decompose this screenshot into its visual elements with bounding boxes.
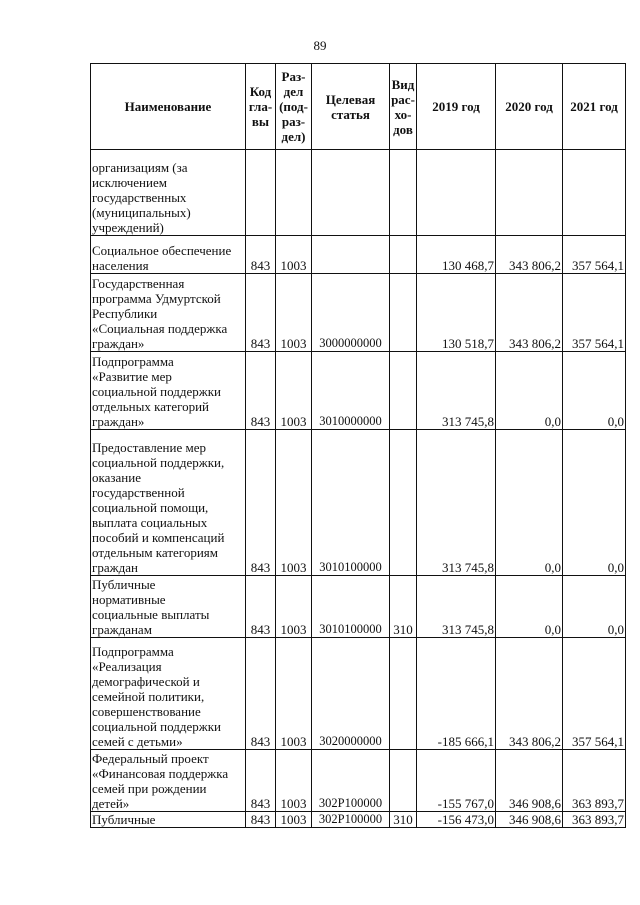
row-name [91,576,246,638]
table-row [91,576,626,638]
header-label-line: гла- [248,99,273,114]
row-section: 1003 [276,750,312,812]
row-2021: 0,0 [563,352,626,430]
row-section: 1003 [276,236,312,274]
row-target: 3010100000 [312,430,390,576]
row-name-line: учреждений) [92,220,164,235]
row-name-line: «Развитие мер [92,369,172,384]
row-target [312,236,390,274]
header-name: Наименование [91,64,246,150]
row-2021: 363 893,7 [563,750,626,812]
row-name-line: социальной помощи, [92,500,209,515]
row-name-line: граждан» [92,414,145,429]
row-name-line: программа Удмуртской [92,291,221,306]
header-label-line: (под- [279,99,308,114]
row-target: 3010100000 [312,576,390,638]
row-code: 843 [246,638,276,750]
row-name-line: Государственная [92,276,185,291]
row-name-line: Федеральный проект [92,751,209,766]
table-row [91,812,626,828]
row-name-line: «Социальная поддержка [92,321,228,336]
header-code [246,64,276,150]
row-2020: 346 908,6 [496,750,563,812]
row-name [91,150,246,236]
row-code: 843 [246,750,276,812]
row-name [91,236,246,274]
page-number: 89 [313,38,327,53]
row-code: 843 [246,430,276,576]
row-code: 843 [246,812,276,828]
row-type [390,352,417,430]
row-name-line: социальной поддержки [92,719,221,734]
row-name-line: «Финансовая поддержка [92,766,229,781]
header-label-line: Раз- [281,69,306,84]
row-name-line: граждан [92,560,138,575]
row-2019 [417,150,496,236]
row-code: 843 [246,352,276,430]
header-label-line: Вид [391,76,415,92]
row-2019: -155 767,0 [417,750,496,812]
row-code: 843 [246,274,276,352]
row-2021: 357 564,1 [563,638,626,750]
row-2020: 0,0 [496,352,563,430]
header-label-line: рас- [391,91,415,107]
header-label-line: дел) [281,129,306,144]
row-2019: 313 745,8 [417,352,496,430]
row-2021: 357 564,1 [563,236,626,274]
row-type [390,236,417,274]
row-name-line: оказание [92,470,141,485]
row-2021: 0,0 [563,576,626,638]
row-name-line: Социальное обеспечение [92,243,232,258]
row-code: 843 [246,236,276,274]
row-name-line: Республики [92,306,158,321]
row-type [390,150,417,236]
row-name-line: нормативные [92,592,166,607]
table-row [91,274,626,352]
header-label-line: хо- [394,106,412,122]
header-2021: 2021 год [563,64,626,150]
row-name [91,750,246,812]
table-row [91,430,626,576]
row-name-line: социальные выплаты [92,607,210,622]
header-type [390,64,417,150]
row-2019: 130 468,7 [417,236,496,274]
table-row [91,150,626,236]
row-name-line: социальной поддержки, [92,455,225,470]
row-section: 1003 [276,812,312,828]
row-section: 1003 [276,638,312,750]
row-name-line: семей с детьми» [92,734,183,749]
row-section: 1003 [276,352,312,430]
row-name-line: исключением [92,175,167,190]
row-type: 310 [390,576,417,638]
header-target [312,64,390,150]
row-target: 302P100000 [312,750,390,812]
table-row [91,236,626,274]
row-name-line: отдельным категориям [92,545,218,560]
row-name-line: (муниципальных) [92,205,191,220]
row-2020: 343 806,2 [496,638,563,750]
row-2021: 0,0 [563,430,626,576]
row-name-line: Публичные [92,577,156,592]
row-name-line: государственной [92,485,185,500]
row-target: 3020000000 [312,638,390,750]
row-name [91,274,246,352]
header-label-line: Код [249,84,272,99]
row-section: 1003 [276,576,312,638]
row-type [390,274,417,352]
header-label-line: дов [393,121,413,137]
row-name-line: демографической и [92,674,200,689]
row-target [312,150,390,236]
row-code [246,150,276,236]
row-name [91,430,246,576]
header-label-line: Целевая [325,91,376,107]
row-2020: 346 908,6 [496,812,563,828]
row-name-line: пособий и компенсаций [92,530,225,545]
row-name-line: Предоставление мер [92,440,206,455]
row-name [91,638,246,750]
row-name-line: социальной поддержки [92,384,221,399]
row-name [91,352,246,430]
row-2020 [496,150,563,236]
row-name-line: отдельных категорий [92,399,210,414]
row-2020: 343 806,2 [496,236,563,274]
row-code: 843 [246,576,276,638]
row-name-line: организациям (за [92,160,188,175]
row-name-line: совершенствование [92,704,201,719]
row-section: 1003 [276,430,312,576]
row-name-line: выплата социальных [92,515,208,530]
table-row [91,638,626,750]
row-section: 1003 [276,274,312,352]
row-name-line: Подпрограмма [92,644,174,659]
row-2020: 343 806,2 [496,274,563,352]
header-label-line: дел [283,84,304,99]
row-2019: -156 473,0 [417,812,496,828]
row-name-line: семейной политики, [92,689,205,704]
table-row [91,352,626,430]
row-type: 310 [390,812,417,828]
row-target: 3010000000 [312,352,390,430]
row-section [276,150,312,236]
row-2020: 0,0 [496,576,563,638]
header-label-line: раз- [281,114,306,129]
row-2019: -185 666,1 [417,638,496,750]
row-name-line: гражданам [92,622,152,637]
header-label-line: вы [251,114,270,129]
header-section [276,64,312,150]
row-name-line: населения [92,258,149,273]
row-name-line: государственных [92,190,187,205]
row-target: 302P100000 [312,812,390,828]
row-name-line: семей при рождении [92,781,207,796]
header-label-line: статья [331,106,370,122]
row-name-line: граждан» [92,336,145,351]
budget-table [90,63,626,828]
header-2020: 2020 год [496,64,563,150]
row-type [390,638,417,750]
row-type [390,750,417,812]
row-2021 [563,150,626,236]
row-2021: 363 893,7 [563,812,626,828]
header-2019: 2019 год [417,64,496,150]
row-2021: 357 564,1 [563,274,626,352]
row-name [91,812,246,828]
row-2019: 130 518,7 [417,274,496,352]
row-target: 3000000000 [312,274,390,352]
row-2019: 313 745,8 [417,576,496,638]
row-name-line: детей» [92,796,130,811]
table-row [91,750,626,812]
row-2020: 0,0 [496,430,563,576]
row-name-line: Подпрограмма [92,354,174,369]
row-2019: 313 745,8 [417,430,496,576]
header-row [91,64,626,150]
row-name-line: Публичные [92,812,156,827]
row-name-line: «Реализация [92,659,162,674]
row-type [390,430,417,576]
